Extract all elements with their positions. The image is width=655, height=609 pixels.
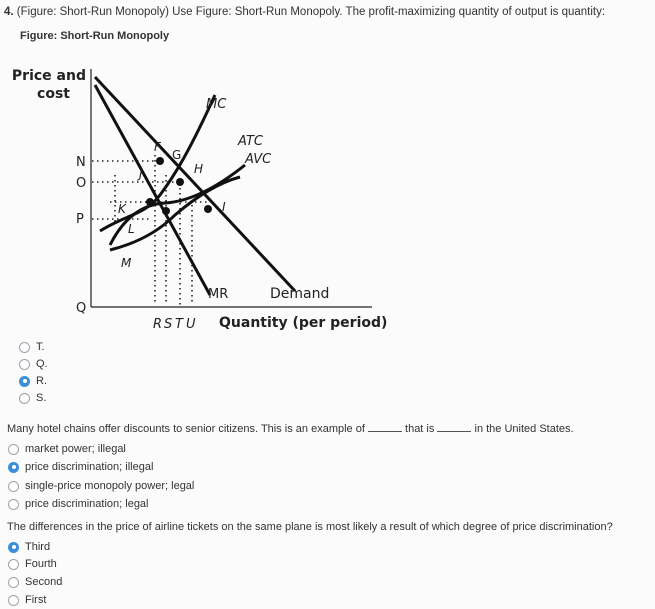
point-m-label: M (121, 256, 132, 270)
option-label: Second (25, 576, 63, 588)
y-tick-o: O (76, 176, 87, 191)
point-g-dot (156, 157, 164, 165)
point-mid-dot (162, 207, 170, 215)
radio-button[interactable] (19, 359, 30, 370)
x-tick-r: R (153, 317, 163, 332)
y-tick-n: N (76, 155, 86, 170)
radio-button[interactable] (8, 559, 19, 570)
question-1-text: (Figure: Short-Run Monopoly) Use Figure: Short-Run Monopoly. The profit-maximizing quantity of output is quantity: (16, 6, 606, 18)
question-1-prompt (4, 5, 652, 19)
radio-button[interactable] (8, 595, 19, 606)
point-k-dot (146, 198, 154, 206)
option-label: Third (25, 541, 51, 553)
q2-prompt-part1: Many hotel chains offer discounts to senior citizens. This is an example of (7, 423, 365, 435)
mr-label: MR (208, 287, 229, 302)
q3-option-first[interactable] (8, 592, 46, 608)
q1-option-q[interactable] (19, 356, 48, 372)
radio-button-selected[interactable] (19, 376, 30, 387)
q2-prompt-part2: that is (405, 423, 435, 435)
q3-option-fourth[interactable] (8, 556, 57, 572)
point-g-label: G (172, 148, 182, 162)
x-tick-u: U (186, 317, 196, 332)
short-run-monopoly-figure (0, 55, 400, 345)
q3-option-third[interactable] (8, 539, 50, 555)
option-label: price discrimination; legal (25, 498, 149, 510)
atc-label: ATC (238, 134, 263, 149)
x-axis-label: Quantity (per period) (219, 315, 388, 331)
point-h-dot (176, 178, 184, 186)
y-tick-p: P (76, 212, 84, 227)
q1-option-s[interactable] (19, 390, 46, 406)
q3-option-second[interactable] (8, 574, 62, 590)
q2-option-1[interactable] (8, 441, 126, 457)
radio-button[interactable] (19, 393, 30, 404)
demand-label: Demand (270, 286, 330, 302)
question-3-prompt: The differences in the price of airline tickets on the same plane is most likely a result of which degree of price discrimination? (7, 521, 613, 533)
q2-prompt-part3: in the United States. (474, 423, 574, 435)
answer-blank (368, 422, 402, 432)
point-j-label: J (139, 167, 143, 181)
option-label: First (25, 594, 47, 606)
option-label: Fourth (25, 558, 57, 570)
radio-button[interactable] (8, 577, 19, 588)
point-i-label: I (222, 200, 226, 214)
option-label: T. (36, 341, 45, 353)
radio-button[interactable] (19, 342, 30, 353)
radio-button[interactable] (8, 444, 19, 455)
y-axis-label-line1: Price and (11, 68, 86, 84)
radio-button-selected[interactable] (8, 462, 19, 473)
q2-option-2[interactable] (8, 459, 153, 475)
option-label: market power; illegal (25, 443, 126, 455)
option-label: S. (36, 392, 47, 404)
point-l-label: L (128, 222, 135, 236)
radio-button-selected[interactable] (8, 542, 19, 553)
answer-blank (437, 422, 471, 432)
q1-option-r[interactable] (19, 373, 47, 389)
mc-label: MC (206, 97, 227, 112)
question-2-prompt (7, 422, 574, 436)
q1-option-t[interactable] (19, 339, 45, 355)
q2-option-4[interactable] (8, 496, 149, 512)
point-f-label: F (154, 140, 161, 154)
option-label: R. (36, 375, 47, 387)
point-i-dot (204, 205, 212, 213)
radio-button[interactable] (8, 481, 19, 492)
y-tick-q: Q (76, 301, 87, 316)
radio-button[interactable] (8, 499, 19, 510)
option-label: Q. (36, 358, 48, 370)
option-label: single-price monopoly power; legal (25, 480, 195, 492)
x-tick-s: S (164, 317, 173, 332)
avc-label: AVC (245, 152, 272, 167)
point-h-label: H (194, 162, 204, 176)
avc-curve (110, 177, 240, 250)
mr-curve (95, 85, 210, 295)
point-k-label: K (118, 202, 126, 216)
y-axis-label-line2: cost (37, 86, 70, 102)
option-label: price discrimination; illegal (25, 461, 154, 473)
figure-title: Figure: Short-Run Monopoly (20, 30, 170, 42)
x-tick-t: T (175, 317, 183, 332)
question-number: 4. (4, 6, 14, 18)
q2-option-3[interactable] (8, 478, 194, 494)
